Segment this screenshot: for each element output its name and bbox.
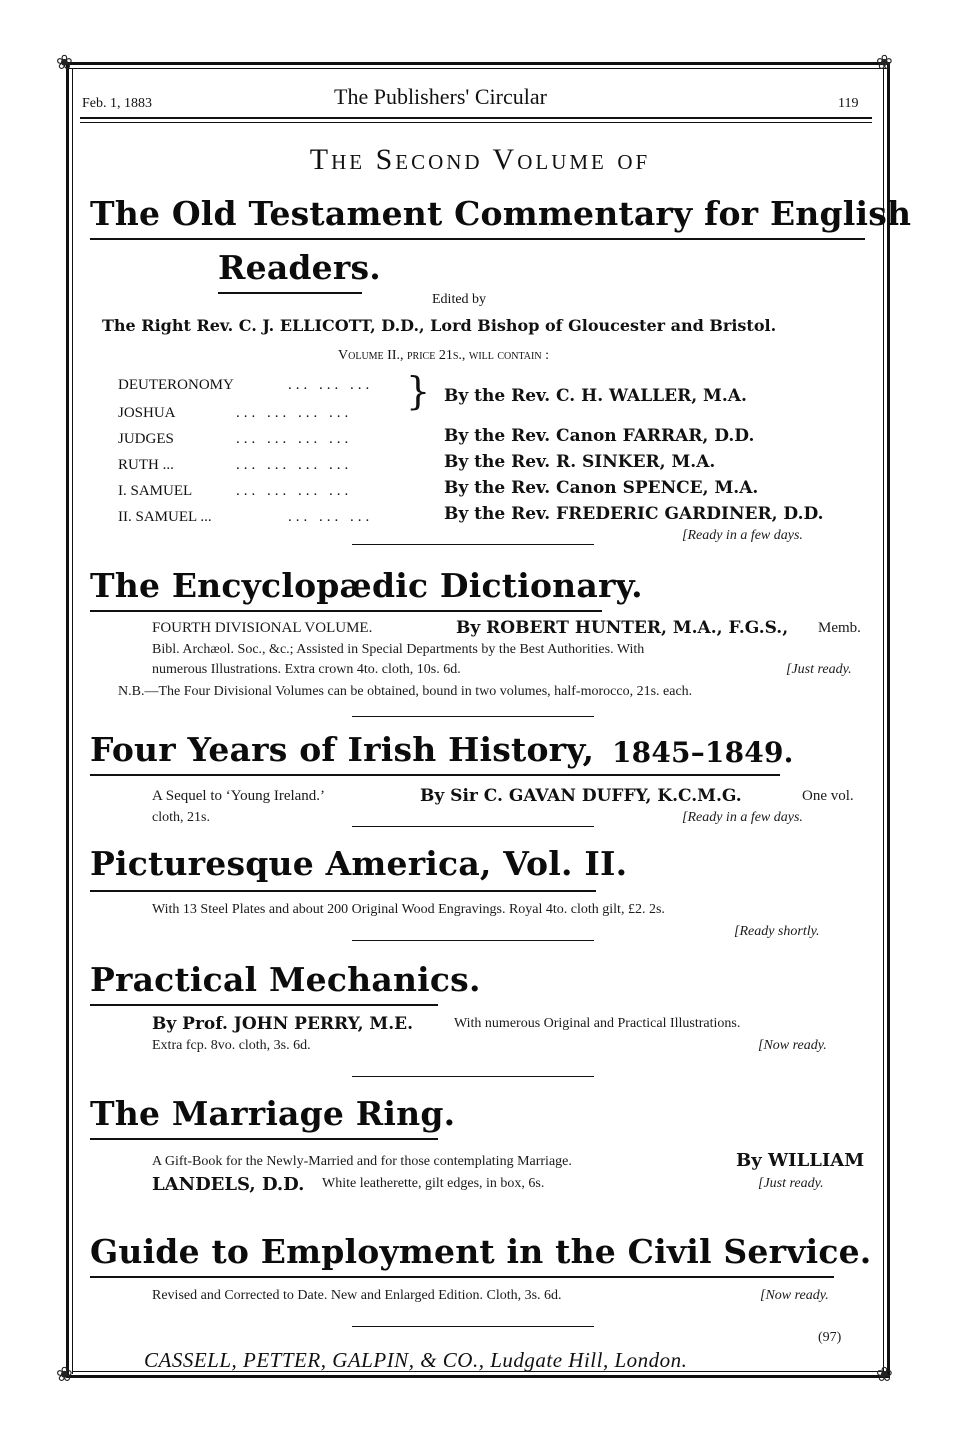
civil-underline [90,1276,834,1278]
america-title: Picturesque America, Vol. II. [90,844,628,883]
book-dots [288,374,373,394]
irish-underline [90,774,780,776]
footer-imprint: CASSELL, PETTER, GALPIN, & CO., Ludgate Hill, London. [144,1348,688,1372]
frame-left-rule-thin [72,68,73,1374]
frame-right-rule [887,62,890,1378]
footer-code: (97) [818,1330,842,1345]
divider [352,1326,594,1327]
book-author: By the Rev. FREDERIC GARDINER, D.D. [444,504,824,524]
list-item [118,374,234,394]
book-name: JOSHUA [118,405,176,421]
mechanics-line1-b: With numerous Original and Practical Illustrations. [454,1016,741,1031]
mechanics-line1-a: By Prof. JOHN PERRY, M.E. [152,1014,414,1034]
book-dots [288,506,373,526]
mechanics-status: [Now ready. [758,1038,827,1053]
leader-dots: ... ... ... [288,509,374,525]
book-author: By the Rev. R. SINKER, M.A. [444,452,716,472]
book-dots [236,454,352,474]
header-title: The Publishers' Circular [334,84,547,109]
marriage-line2-a: LANDELS, D.D. [152,1174,305,1195]
mechanics-line2: Extra fcp. 8vo. cloth, 3s. 6d. [152,1038,311,1053]
ot-volume-label: Volume II., price 21s., will contain : [338,348,549,363]
divider [352,940,594,941]
list-item [118,454,174,474]
marriage-status: [Just ready. [758,1176,824,1191]
frame-left-rule [66,62,69,1378]
encyclopaedic-title: The Encyclopædic Dictionary. [90,566,643,605]
mechanics-underline [90,1004,438,1006]
encyclopaedic-line2: Bibl. Archæol. Soc., &c.; Assisted in Special Departments by the Best Authorities. With [152,642,645,657]
america-line1: With 13 Steel Plates and about 200 Original Wood Engravings. Royal 4to. cloth gilt, £2. 2s. [152,902,665,917]
divider [352,716,594,717]
book-name: DEUTERONOMY [118,377,234,393]
irish-line1-b: By Sir C. GAVAN DUFFY, K.C.M.G. [420,786,742,806]
irish-status: [Ready in a few days. [682,810,803,825]
brace-icon: } [406,369,431,413]
book-dots [236,428,352,448]
encyclopaedic-line1-a: FOURTH DIVISIONAL VOLUME. [152,620,373,636]
corner-ornament-icon: ❀ [876,50,893,74]
book-dots [236,480,352,500]
book-author: By the Rev. Canon SPENCE, M.A. [444,478,759,498]
book-dots [236,402,352,422]
encyclopaedic-underline [90,610,602,612]
book-name: II. SAMUEL ... [118,509,212,525]
corner-ornament-icon: ❀ [876,1362,893,1386]
marriage-line2-b: White leatherette, gilt edges, in box, 6s. [322,1176,545,1191]
book-name: I. SAMUEL [118,483,193,499]
irish-line1-c: One vol. [802,788,854,804]
corner-ornament-icon: ❀ [56,1362,73,1386]
list-item [118,480,192,500]
ot-title-underline [90,238,865,240]
ot-title2-underline [218,292,362,294]
frame-bottom-rule [66,1375,890,1378]
ot-title-line1: The Old Testament Commentary for English [90,194,912,233]
marriage-line1-a: A Gift-Book for the Newly-Married and for those contemplating Marriage. [152,1154,572,1169]
divider [352,544,594,545]
irish-title: Four Years of Irish History, [90,730,595,769]
leader-dots: ... ... ... [288,377,374,393]
encyclopaedic-line3: numerous Illustrations. Extra crown 4to. cloth, 10s. 6d. [152,662,461,677]
leader-dots: ... ... ... ... [236,483,353,499]
book-author: By the Rev. Canon FARRAR, D.D. [444,426,755,446]
marriage-line1-b: By WILLIAM [736,1150,865,1171]
america-underline [90,890,596,892]
civil-line1: Revised and Corrected to Date. New and Enlarged Edition. Cloth, 3s. 6d. [152,1288,562,1303]
ot-editor: The Right Rev. C. J. ELLICOTT, D.D., Lord Bishop of Gloucester and Bristol. [102,316,777,335]
list-item [118,402,176,422]
america-status: [Ready shortly. [734,924,820,939]
ot-status: [Ready in a few days. [682,528,803,543]
book-author: By the Rev. C. H. WALLER, M.A. [444,386,747,406]
header-page-number: 119 [838,96,859,111]
book-name: RUTH ... [118,457,174,473]
marriage-underline [90,1138,438,1140]
irish-line1-a: A Sequel to ‘Young Ireland.’ [152,788,326,804]
header-rule-thin [80,122,872,123]
irish-line2: cloth, 21s. [152,810,210,825]
irish-years: 1845–1849. [612,736,794,769]
marriage-title: The Marriage Ring. [90,1094,456,1133]
ot-title-line2: Readers. [218,248,381,287]
leader-dots: ... ... ... ... [236,405,353,421]
list-item [118,428,174,448]
frame-top-rule [66,62,890,65]
list-item [118,506,212,526]
frame-top-rule-thin [66,68,890,69]
corner-ornament-icon: ❀ [56,50,73,74]
header-rule [80,117,872,119]
header-date: Feb. 1, 1883 [82,96,152,111]
encyclopaedic-line1-c: Memb. [818,620,861,636]
leader-dots: ... ... ... ... [236,457,353,473]
encyclopaedic-status: [Just ready. [786,662,852,677]
encyclopaedic-line1-b: By ROBERT HUNTER, M.A., F.G.S., [456,618,789,638]
book-name: JUDGES [118,431,174,447]
ot-kicker: The Second Volume of [309,143,651,176]
civil-title: Guide to Employment in the Civil Service. [90,1232,872,1271]
leader-dots: ... ... ... ... [236,431,353,447]
divider [352,826,594,827]
encyclopaedic-note: N.B.—The Four Divisional Volumes can be obtained, bound in two volumes, half-morocco, 21s. each. [118,684,693,699]
frame-right-rule-thin [883,68,884,1374]
ot-edited-by: Edited by [432,292,487,307]
civil-status: [Now ready. [760,1288,829,1303]
mechanics-title: Practical Mechanics. [90,960,481,999]
divider [352,1076,594,1077]
